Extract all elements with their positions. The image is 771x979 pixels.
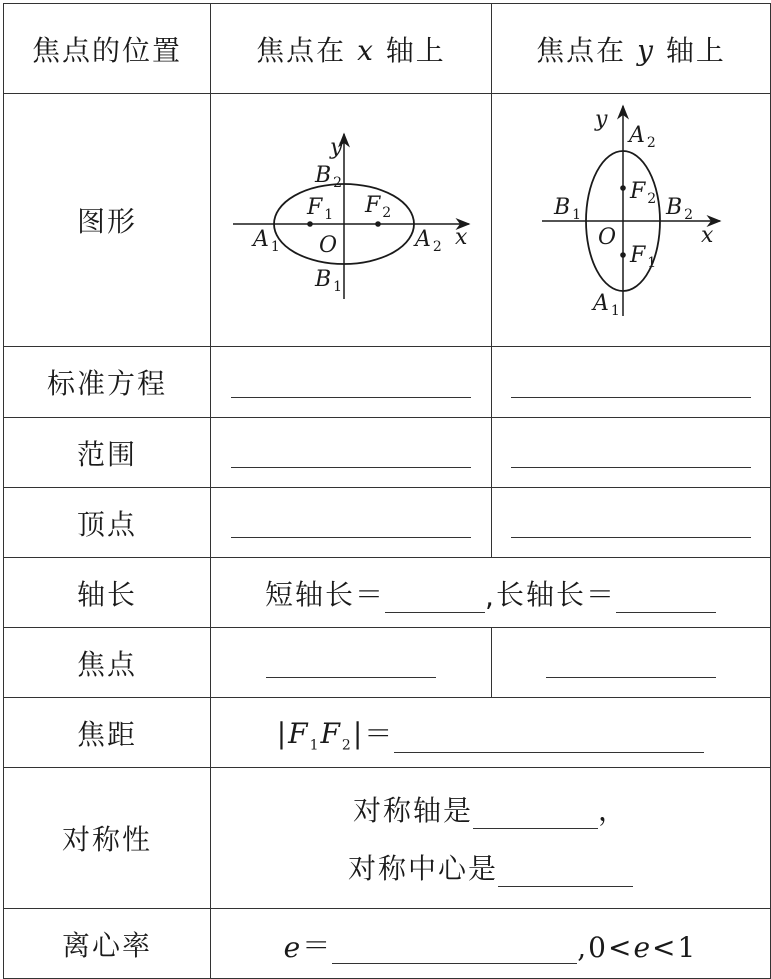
range-y-blank-cell <box>492 418 771 488</box>
header-y-var: y <box>637 33 655 67</box>
x-axis-label: x <box>701 223 716 248</box>
focus-y-blank[interactable] <box>546 647 716 678</box>
ellipse-properties-table <box>3 3 771 979</box>
range-label <box>4 418 211 488</box>
vertex-label <box>4 488 211 558</box>
standard-equation-y-blank[interactable] <box>511 367 751 398</box>
vertex-row <box>4 488 771 558</box>
focal-distance-formula <box>277 712 395 754</box>
f1-label: $F_1$ <box>307 195 336 223</box>
focus-row <box>4 628 771 698</box>
focal-distance-row <box>4 698 771 768</box>
focus-y-blank-cell <box>492 628 771 698</box>
e-range-right: <1 <box>652 930 698 964</box>
e-equals: ＝ <box>302 928 333 962</box>
focus-label-text: 焦点 <box>76 647 137 681</box>
focus-x-blank[interactable] <box>266 647 436 678</box>
axis-length-label <box>4 558 211 628</box>
range-row <box>4 418 771 488</box>
abs-bar-left: | <box>276 716 289 750</box>
x-axis-label: x <box>455 225 470 250</box>
symmetry-label <box>4 768 211 909</box>
a1-label: $A_1$ <box>593 291 622 319</box>
equals-sign: ＝ <box>364 716 395 750</box>
header-position <box>4 4 211 94</box>
f1-symbol: F <box>288 716 310 750</box>
focal-distance-label <box>4 698 211 768</box>
range-x-blank[interactable] <box>231 437 471 468</box>
eccentricity-content <box>211 909 771 979</box>
axis-length-content <box>211 558 771 628</box>
header-x-axis <box>211 4 492 94</box>
range-label-text: 范围 <box>76 437 137 471</box>
focus-f1-point <box>307 221 313 227</box>
standard-equation-label-text: 标准方程 <box>46 367 167 400</box>
ellipse-x-figure <box>211 94 491 339</box>
y-axis-label: y <box>330 135 345 160</box>
b2-label: $B_2$ <box>315 163 345 191</box>
e-range-left: ,0< <box>577 930 634 964</box>
header-row <box>4 4 771 94</box>
symmetry-comma: ， <box>598 794 629 827</box>
focal-distance-content <box>211 698 771 768</box>
figure-label <box>4 94 211 347</box>
figure-row <box>4 94 771 347</box>
header-position-label: 焦点的位置 <box>31 33 182 67</box>
vertex-y-blank-cell <box>492 488 771 558</box>
vertex-y-blank[interactable] <box>511 507 751 538</box>
header-y-post: 轴上 <box>665 33 726 67</box>
standard-equation-x-blank-cell <box>211 347 492 418</box>
b1-label: $B_1$ <box>554 195 584 223</box>
axis-length-row <box>4 558 771 628</box>
a1-label: $A_1$ <box>253 227 282 255</box>
standard-equation-x-blank[interactable] <box>231 367 471 398</box>
symmetry-content <box>211 768 771 909</box>
figure-x-cell <box>211 94 492 347</box>
e-symbol: e <box>283 930 303 964</box>
ellipse-y-figure <box>492 94 770 339</box>
eccentricity-label-text: 离心率 <box>61 928 152 962</box>
f2-symbol: F <box>320 716 342 750</box>
vertex-x-blank[interactable] <box>231 507 471 538</box>
header-x-post: 轴上 <box>385 33 446 67</box>
standard-equation-row <box>4 347 771 418</box>
vertex-label-text: 顶点 <box>76 507 137 541</box>
vertex-x-blank-cell <box>211 488 492 558</box>
a2-label: $A_2$ <box>629 123 658 151</box>
focus-f2-point <box>375 221 381 227</box>
symmetry-center-label: 对称中心是 <box>347 852 498 885</box>
header-y-axis <box>492 4 771 94</box>
axis-separator: , <box>485 579 496 613</box>
figure-label-text: 图形 <box>76 205 137 238</box>
standard-equation-label <box>4 347 211 418</box>
long-axis-label: 长轴长＝ <box>495 577 616 611</box>
b2-label: $B_2$ <box>666 195 696 223</box>
y-axis-label: y <box>595 107 610 132</box>
short-axis-label: 短轴长＝ <box>265 577 386 611</box>
eccentricity-row <box>4 909 771 979</box>
abs-bar-right: | <box>352 716 365 750</box>
header-x-pre: 焦点在 <box>256 33 347 67</box>
f2-subscript: 2 <box>341 737 353 754</box>
symmetry-axis-label: 对称轴是 <box>352 794 473 827</box>
standard-equation-y-blank-cell <box>492 347 771 418</box>
symmetry-center-blank[interactable] <box>498 854 633 887</box>
figure-y-cell <box>492 94 771 347</box>
long-axis-blank[interactable] <box>616 580 716 613</box>
focus-f1-point <box>620 252 626 258</box>
short-axis-blank[interactable] <box>385 580 485 613</box>
e-symbol-range: e <box>633 930 653 964</box>
symmetry-label-text: 对称性 <box>61 823 152 856</box>
range-x-blank-cell <box>211 418 492 488</box>
header-x-var: x <box>357 33 375 67</box>
eccentricity-label <box>4 909 211 979</box>
f1-subscript: 1 <box>309 737 321 754</box>
focal-distance-label-text: 焦距 <box>76 717 137 751</box>
a2-label: $A_2$ <box>415 227 444 255</box>
axis-length-label-text: 轴长 <box>76 577 137 611</box>
f1-label: $F_1$ <box>630 243 659 271</box>
focus-f2-point <box>620 185 626 191</box>
focus-x-blank-cell <box>211 628 492 698</box>
eccentricity-blank[interactable] <box>332 931 577 964</box>
symmetry-row <box>4 768 771 909</box>
focus-label <box>4 628 211 698</box>
focal-distance-blank[interactable] <box>394 720 704 753</box>
origin-label: O <box>319 233 340 258</box>
range-y-blank[interactable] <box>511 437 751 468</box>
f2-label: $F_2$ <box>630 179 659 207</box>
symmetry-axis-blank[interactable] <box>473 796 598 829</box>
b1-label: $B_1$ <box>315 267 345 295</box>
origin-label: O <box>598 225 619 250</box>
f2-label: $F_2$ <box>365 193 394 221</box>
header-y-pre: 焦点在 <box>536 33 627 67</box>
